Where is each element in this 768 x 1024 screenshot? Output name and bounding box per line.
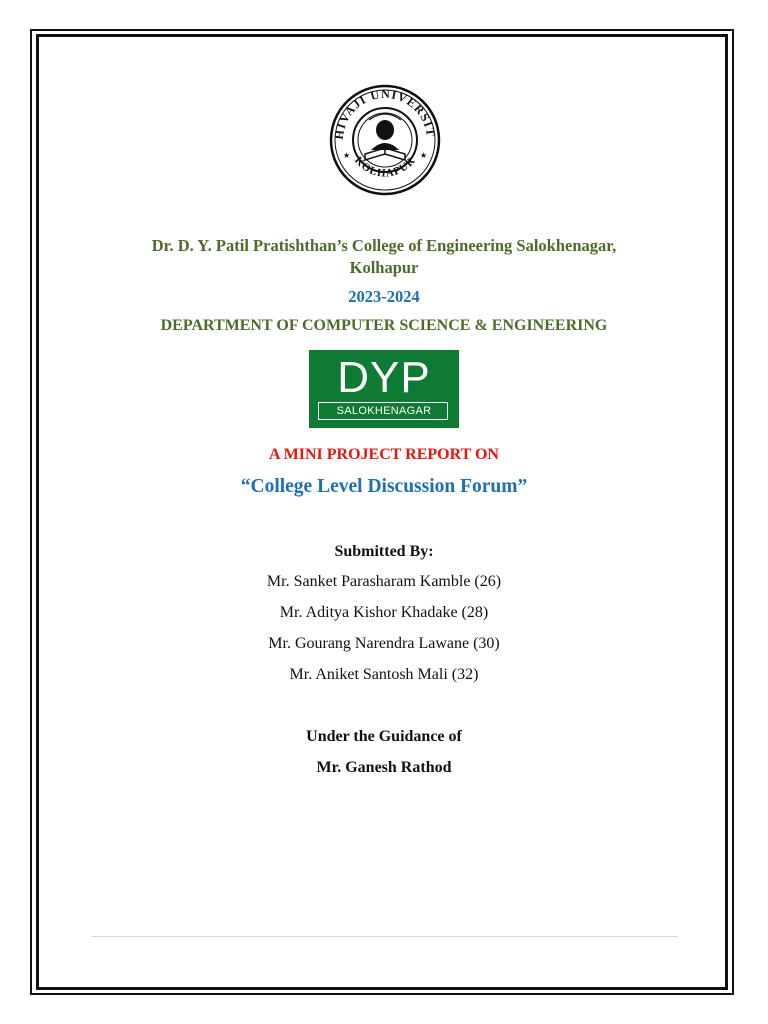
project-title: “College Level Discussion Forum” xyxy=(240,476,528,497)
college-name-line2: Kolhapur xyxy=(349,258,419,277)
team-member-3: Mr. Gourang Narendra Lawane (30) xyxy=(268,635,500,652)
university-seal-logo xyxy=(329,84,441,196)
team-member-4: Mr. Aniket Santosh Mali (32) xyxy=(289,666,479,683)
team-member-2: Mr. Aditya Kishor Khadake (28) xyxy=(279,604,489,621)
guide-name: Mr. Ganesh Rathod xyxy=(316,759,452,776)
dyp-logo-sub-text: SALOKHENAGAR xyxy=(336,405,432,417)
university-seal-icon xyxy=(329,84,441,196)
dyp-logo-main-text: DYP xyxy=(337,353,431,402)
guidance-label: Under the Guidance of xyxy=(306,728,462,745)
submitted-by-label: Submitted By: xyxy=(334,543,434,560)
svg-text:★: ★ xyxy=(420,151,428,160)
college-name-line1: Dr. D. Y. Patil Pratishthan’s College of Engineering Salokhenagar, xyxy=(151,236,617,255)
svg-text:★: ★ xyxy=(343,151,351,160)
footer-divider xyxy=(92,936,678,937)
seal-bottom-text: KOLHAPUR xyxy=(351,154,419,180)
team-member-1: Mr. Sanket Parasharam Kamble (26) xyxy=(266,573,502,590)
academic-year: 2023-2024 xyxy=(348,287,420,306)
college-name xyxy=(0,235,768,279)
seal-top-text: HIVAJI UNIVERSIT xyxy=(331,86,439,141)
dyp-college-logo xyxy=(309,350,459,428)
report-heading: A MINI PROJECT REPORT ON xyxy=(269,446,499,463)
department-name: DEPARTMENT OF COMPUTER SCIENCE & ENGINEERING xyxy=(160,317,608,334)
dyp-logo-sub-box xyxy=(318,402,448,420)
